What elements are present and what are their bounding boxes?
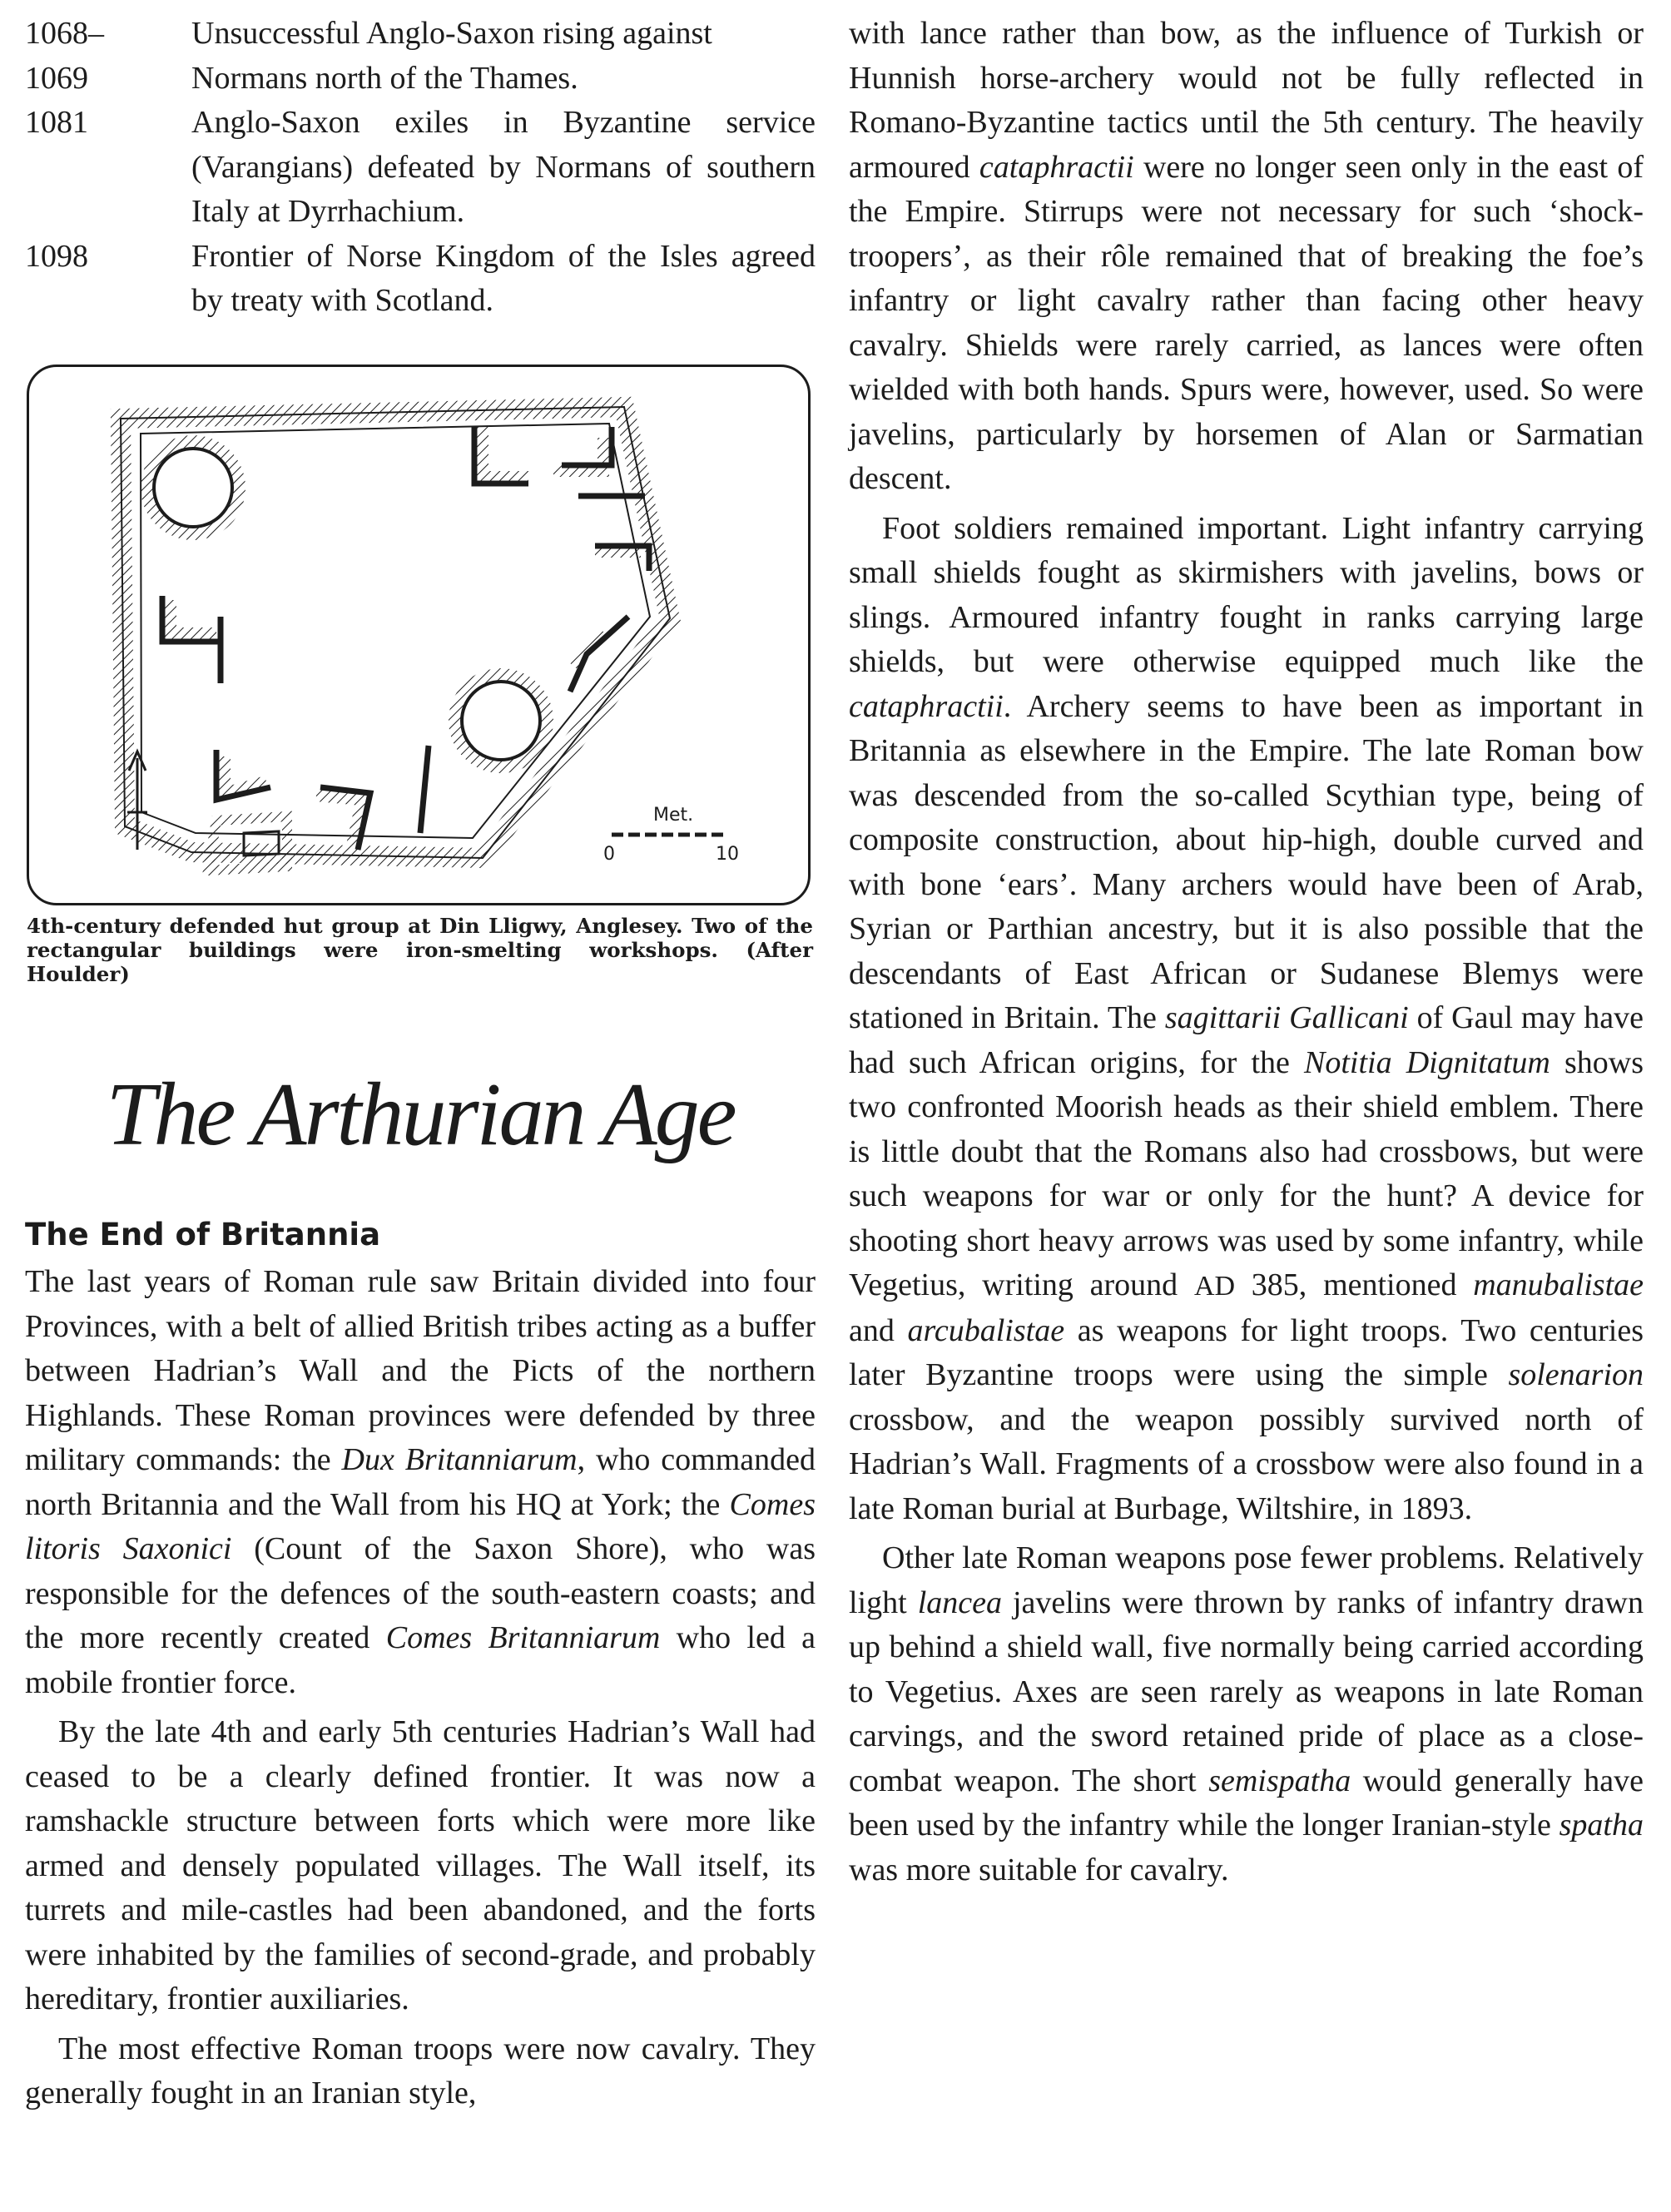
chronology-text: Anglo-Saxon exiles in Byzantine service (Varangians) defeated by Normans of southern Italy at Dyrrhachium. <box>191 105 816 229</box>
chronology-year: 1069 <box>25 60 88 96</box>
site-plan-drawing <box>29 367 813 908</box>
scale-label: Met. <box>653 805 694 826</box>
scale-bar <box>603 805 739 865</box>
chapter-title: The Arthurian Age <box>106 1065 735 1164</box>
right-body-text <box>849 12 1644 1892</box>
scale-end: 10 <box>716 844 739 865</box>
left-body-text <box>25 1260 816 2116</box>
chronology-row <box>25 101 816 235</box>
paragraph: with lance rather than bow, as the influence of Turkish or Hunnish horse-archery would not be fully reflected in Romano-Byzantine tactics until the 5th century. The heavily armoured cataphractii were no longer seen only in the east of the Empire. Stirrups were not necessary for such ‘shock-troopers’, as their rôle remained that of breaking the foe’s infantry or light cavalry rather than facing other heavy cavalry. Shields were rarely carried, as lances were often wielded with both hands. Spurs were, however, used. So were javelins, particularly by horsemen of Alan or Sarmatian descent. <box>849 16 1644 496</box>
chronology-row <box>25 57 816 102</box>
chronology-list <box>25 12 816 324</box>
chronology-year: 1098 <box>25 238 88 274</box>
chronology-row <box>25 12 816 57</box>
site-plan-figure <box>27 365 811 905</box>
paragraph: The last years of Roman rule saw Britain divided into four Provinces, with a belt of allied British tribes acting as a buffer between Hadrian’s Wall and the Picts of the northern Highlands. These Roman provinces were defended by three military commands: the Dux Britanniarum, who commanded north Britannia and the Wall from his HQ at York; the Comes litoris Saxonici (Count of the Saxon Shore), who was responsible for the defences of the south-eastern coasts; and the more recently created Comes Britanniarum who led a mobile frontier force. <box>25 1264 816 1700</box>
chronology-year: 1068– <box>25 16 104 51</box>
chronology-year: 1081 <box>25 105 88 140</box>
scale-start: 0 <box>603 844 615 865</box>
chronology-text: Normans north of the Thames. <box>191 60 578 96</box>
chronology-text: Frontier of Norse Kingdom of the Isles agreed by treaty with Scotland. <box>191 238 816 318</box>
section-heading: The End of Britannia <box>25 1217 381 1252</box>
paragraph: Foot soldiers remained important. Light infantry carrying small shields fought as skirmishers with javelins, bows or slings. Armoured infantry fought in ranks carrying large shields, but were otherwise equipped much like the cataphractii. Archery seems to have been as important in Britannia as elsewhere in the Empire. The late Roman bow was descended from the so-called Scythian type, being of composite construction, about hip-high, double curved and with bone ‘ears’. Many archers would have been of Arab, Syrian or Parthian ancestry, but it is also possible that the descendants of East African or Sudanese Blemys were stationed in Britain. The sagittarii Gallicani of Gaul may have had such African origins, for the Notitia Dignitatum shows two confronted Moorish heads as their shield emblem. There is little doubt that the Romans also had crossbows, but were such weapons for war or only for the hunt? A device for shooting short heavy arrows was used by some infantry, while Vegetius, writing around AD 385, mentioned manubalistae and arcubalistae as weapons for light troops. Two centuries later Byzantine troops were using the simple solenarion crossbow, and the weapon possibly survived north of Hadrian’s Wall. Fragments of a crossbow were also found in a late Roman burial at Burbage, Wiltshire, in 1893. <box>849 510 1644 1526</box>
paragraph: Other late Roman weapons pose fewer problems. Relatively light lancea javelins were thrown by ranks of infantry drawn up behind a shield wall, five normally being carried according to Vegetius. Axes are seen rarely as weapons in late Roman carvings, and the sword retained pride of place as a close-combat weapon. The short semispatha would generally have been used by the infantry while the longer Iranian-style spatha was more suitable for cavalry. <box>849 1540 1644 1887</box>
figure-caption: 4th-century defended hut group at Din Lligwy, Anglesey. Two of the rectangular buildings were iron-smelting workshops. (After Houlder) <box>27 914 813 986</box>
round-hut <box>455 675 547 766</box>
paragraph: By the late 4th and early 5th centuries Hadrian’s Wall had ceased to be a clearly defined frontier. It was now a ramshackle structure between forts which were more like armed and densely populated villages. The Wall itself, its turrets and mile-castles had been abandoned, and the forts were inhabited by the families of second-grade, and probably hereditary, frontier auxiliaries. <box>25 1714 816 2016</box>
round-hut <box>147 442 239 533</box>
chronology-text: Unsuccessful Anglo-Saxon rising against <box>191 16 712 51</box>
paragraph: The most effective Roman troops were now cavalry. They generally fought in an Iranian style, <box>25 2031 816 2110</box>
chronology-row <box>25 235 816 324</box>
